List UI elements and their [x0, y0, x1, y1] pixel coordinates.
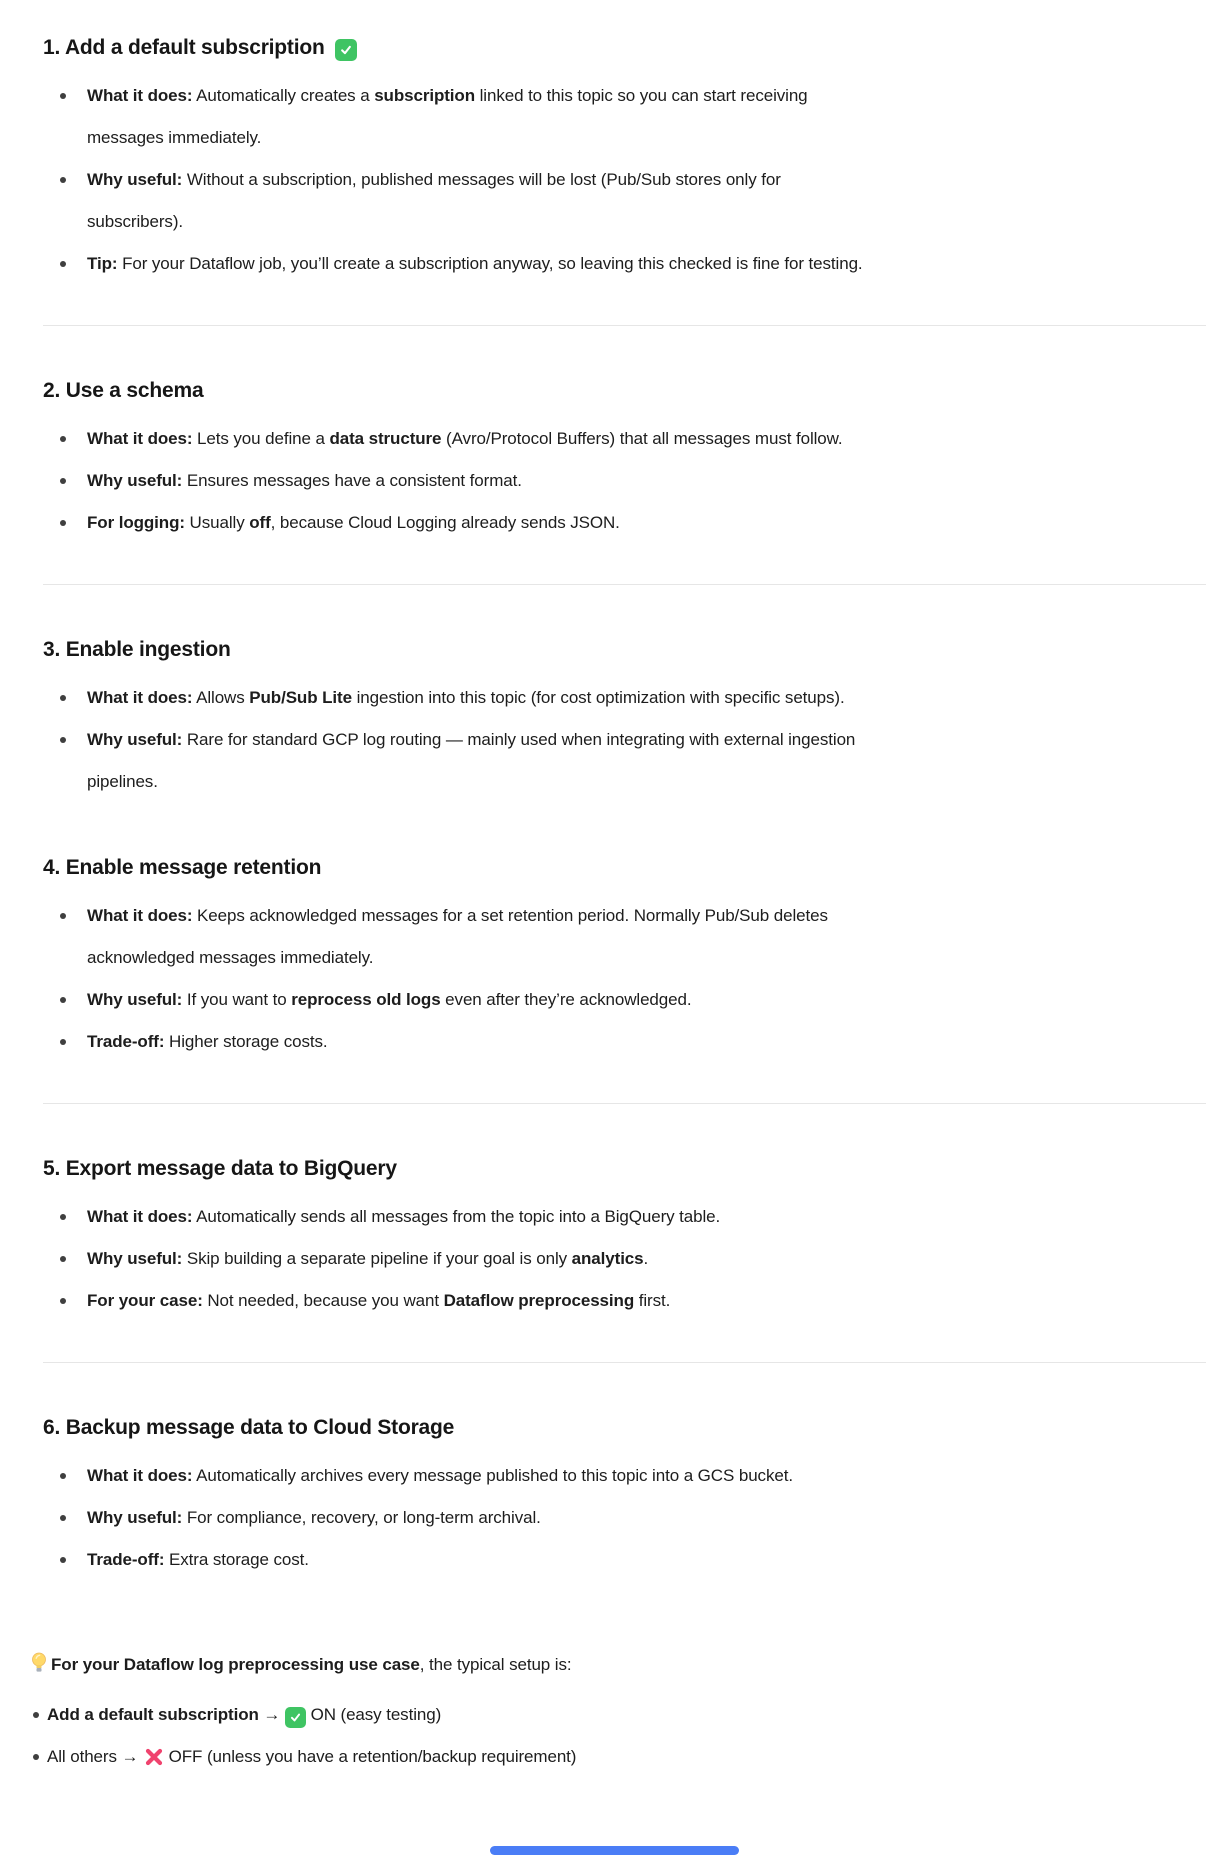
- section-default-subscription: [43, 34, 1206, 285]
- light-bulb-icon: [31, 1648, 47, 1670]
- section-heading: 4. Enable message retention: [43, 856, 322, 879]
- section-divider: [43, 1362, 1206, 1363]
- text-segment: first.: [634, 1291, 671, 1310]
- text-segment: For compliance, recovery, or long-term archival.: [182, 1508, 541, 1527]
- text-segment: What it does:: [87, 429, 193, 448]
- section-heading: 2. Use a schema: [43, 379, 204, 402]
- answer-content: [43, 0, 1206, 1778]
- bullet-item: [43, 418, 1167, 460]
- section-enable-ingestion: [43, 636, 1206, 803]
- text-segment: analytics: [571, 1249, 644, 1268]
- bullet-item: [43, 1196, 1167, 1238]
- text-segment: For logging:: [87, 513, 185, 532]
- bullet-list: [43, 75, 1206, 285]
- text-segment: pipelines.: [87, 772, 158, 791]
- text-segment: ON (easy testing): [305, 1705, 442, 1724]
- bullet-item: [43, 1497, 1167, 1539]
- bullet-list: [43, 1455, 1206, 1581]
- text-segment: Not needed, because you want: [202, 1291, 444, 1310]
- text-segment: ingestion into this topic (for cost optimization with specific setups).: [351, 688, 845, 707]
- text-segment: What it does:: [87, 906, 193, 925]
- bullet-item: [43, 75, 1167, 159]
- text-segment: acknowledged messages immediately.: [87, 948, 374, 967]
- text-segment: off: [249, 513, 271, 532]
- text-segment: Why useful:: [87, 170, 183, 189]
- text-segment: Trade-off:: [87, 1550, 165, 1569]
- text-segment: For your case:: [87, 1291, 203, 1310]
- text-segment: All others →: [47, 1747, 144, 1766]
- bullet-item: [43, 1238, 1167, 1280]
- bullet-list: [43, 895, 1206, 1063]
- text-segment: Add a default subscription: [47, 1705, 259, 1724]
- text-segment: Keeps acknowledged messages for a set retention period. Normally Pub/Sub deletes: [192, 906, 828, 925]
- text-segment: Higher storage costs.: [164, 1032, 328, 1051]
- section-use-schema: [43, 377, 1206, 544]
- text-segment: What it does:: [87, 1207, 193, 1226]
- bullet-item: [43, 1539, 1167, 1581]
- section-heading: 6. Backup message data to Cloud Storage: [43, 1416, 455, 1439]
- text-segment: even after they’re acknowledged.: [440, 990, 692, 1009]
- section-title: 1. Add a default subscription: [43, 36, 325, 59]
- text-segment: Pub/Sub Lite: [249, 688, 352, 707]
- text-segment: subscribers).: [87, 212, 184, 231]
- bullet-item: [43, 677, 1167, 719]
- section-backup-cloud-storage: [43, 1414, 1206, 1581]
- text-segment: Trade-off:: [87, 1032, 165, 1051]
- text-segment: For your Dataflow log preprocessing use case: [51, 1655, 420, 1674]
- text-segment: Usually: [184, 513, 250, 532]
- text-segment: What it does:: [87, 688, 193, 707]
- text-segment: Dataflow preprocessing: [443, 1291, 635, 1310]
- text-segment: subscription: [374, 86, 475, 105]
- text-segment: Why useful:: [87, 1508, 183, 1527]
- text-segment: reprocess old logs: [291, 990, 441, 1009]
- bottom-blue-bar: [490, 1846, 739, 1855]
- text-segment: data structure: [329, 429, 442, 448]
- text-segment: If you want to: [182, 990, 292, 1009]
- summary-item: [31, 1694, 1206, 1736]
- section-message-retention: [43, 854, 1206, 1063]
- text-segment: Lets you define a: [192, 429, 330, 448]
- check-badge-icon: [285, 1707, 306, 1728]
- bullet-item: [43, 460, 1167, 502]
- text-segment: Without a subscription, published messages will be lost (Pub/Sub stores only for: [182, 170, 781, 189]
- text-segment: messages immediately.: [87, 128, 262, 147]
- bullet-item: [43, 502, 1167, 544]
- text-segment: OFF (unless you have a retention/backup requirement): [164, 1747, 577, 1766]
- tip-text: [51, 1655, 572, 1674]
- bullet-item: [43, 895, 1167, 979]
- bullet-item: [43, 1455, 1167, 1497]
- text-segment: Automatically creates a: [192, 86, 375, 105]
- text-segment: Why useful:: [87, 990, 183, 1009]
- bullet-item: [43, 1280, 1167, 1322]
- text-segment: , the typical setup is:: [419, 1655, 572, 1674]
- bullet-item: [43, 719, 1167, 803]
- text-segment: (Avro/Protocol Buffers) that all messages must follow.: [441, 429, 843, 448]
- section-heading: [43, 34, 1206, 62]
- text-segment: Automatically sends all messages from the topic into a BigQuery table.: [192, 1207, 721, 1226]
- text-segment: .: [643, 1249, 649, 1268]
- text-segment: Ensures messages have a consistent format.: [182, 471, 522, 490]
- text-segment: For your Dataflow job, you’ll create a subscription anyway, so leaving this checked is fine for testing.: [117, 254, 863, 273]
- check-badge-icon: [335, 39, 357, 61]
- text-segment: Automatically archives every message published to this topic into a GCS bucket.: [192, 1466, 793, 1485]
- text-segment: Rare for standard GCP log routing — mainly used when integrating with external ingestion: [182, 730, 856, 749]
- text-segment: What it does:: [87, 1466, 193, 1485]
- bullet-item: [43, 979, 1167, 1021]
- summary-item: [31, 1736, 1206, 1778]
- text-segment: Why useful:: [87, 471, 183, 490]
- bullet-item: [43, 243, 1167, 285]
- bullet-item: [43, 159, 1167, 243]
- text-segment: What it does:: [87, 86, 193, 105]
- text-segment: Tip:: [87, 254, 118, 273]
- bullet-list: [43, 1196, 1206, 1322]
- text-segment: Why useful:: [87, 730, 183, 749]
- section-divider: [43, 1103, 1206, 1104]
- tip-note: [31, 1644, 1206, 1686]
- text-segment: , because Cloud Logging already sends JSON.: [270, 513, 620, 532]
- section-heading: 5. Export message data to BigQuery: [43, 1157, 397, 1180]
- section-export-bigquery: [43, 1155, 1206, 1322]
- cross-mark-icon: [143, 1747, 164, 1768]
- text-segment: linked to this topic so you can start receiving: [475, 86, 808, 105]
- section-heading: 3. Enable ingestion: [43, 638, 231, 661]
- bullet-list: [43, 677, 1206, 803]
- summary-list: [31, 1694, 1206, 1778]
- bullet-list: [43, 418, 1206, 544]
- section-divider: [43, 325, 1206, 326]
- bullet-item: [43, 1021, 1167, 1063]
- text-segment: Allows: [192, 688, 250, 707]
- text-segment: Why useful:: [87, 1249, 183, 1268]
- section-divider: [43, 584, 1206, 585]
- text-segment: Extra storage cost.: [164, 1550, 309, 1569]
- text-segment: →: [258, 1705, 285, 1724]
- text-segment: Skip building a separate pipeline if your goal is only: [182, 1249, 572, 1268]
